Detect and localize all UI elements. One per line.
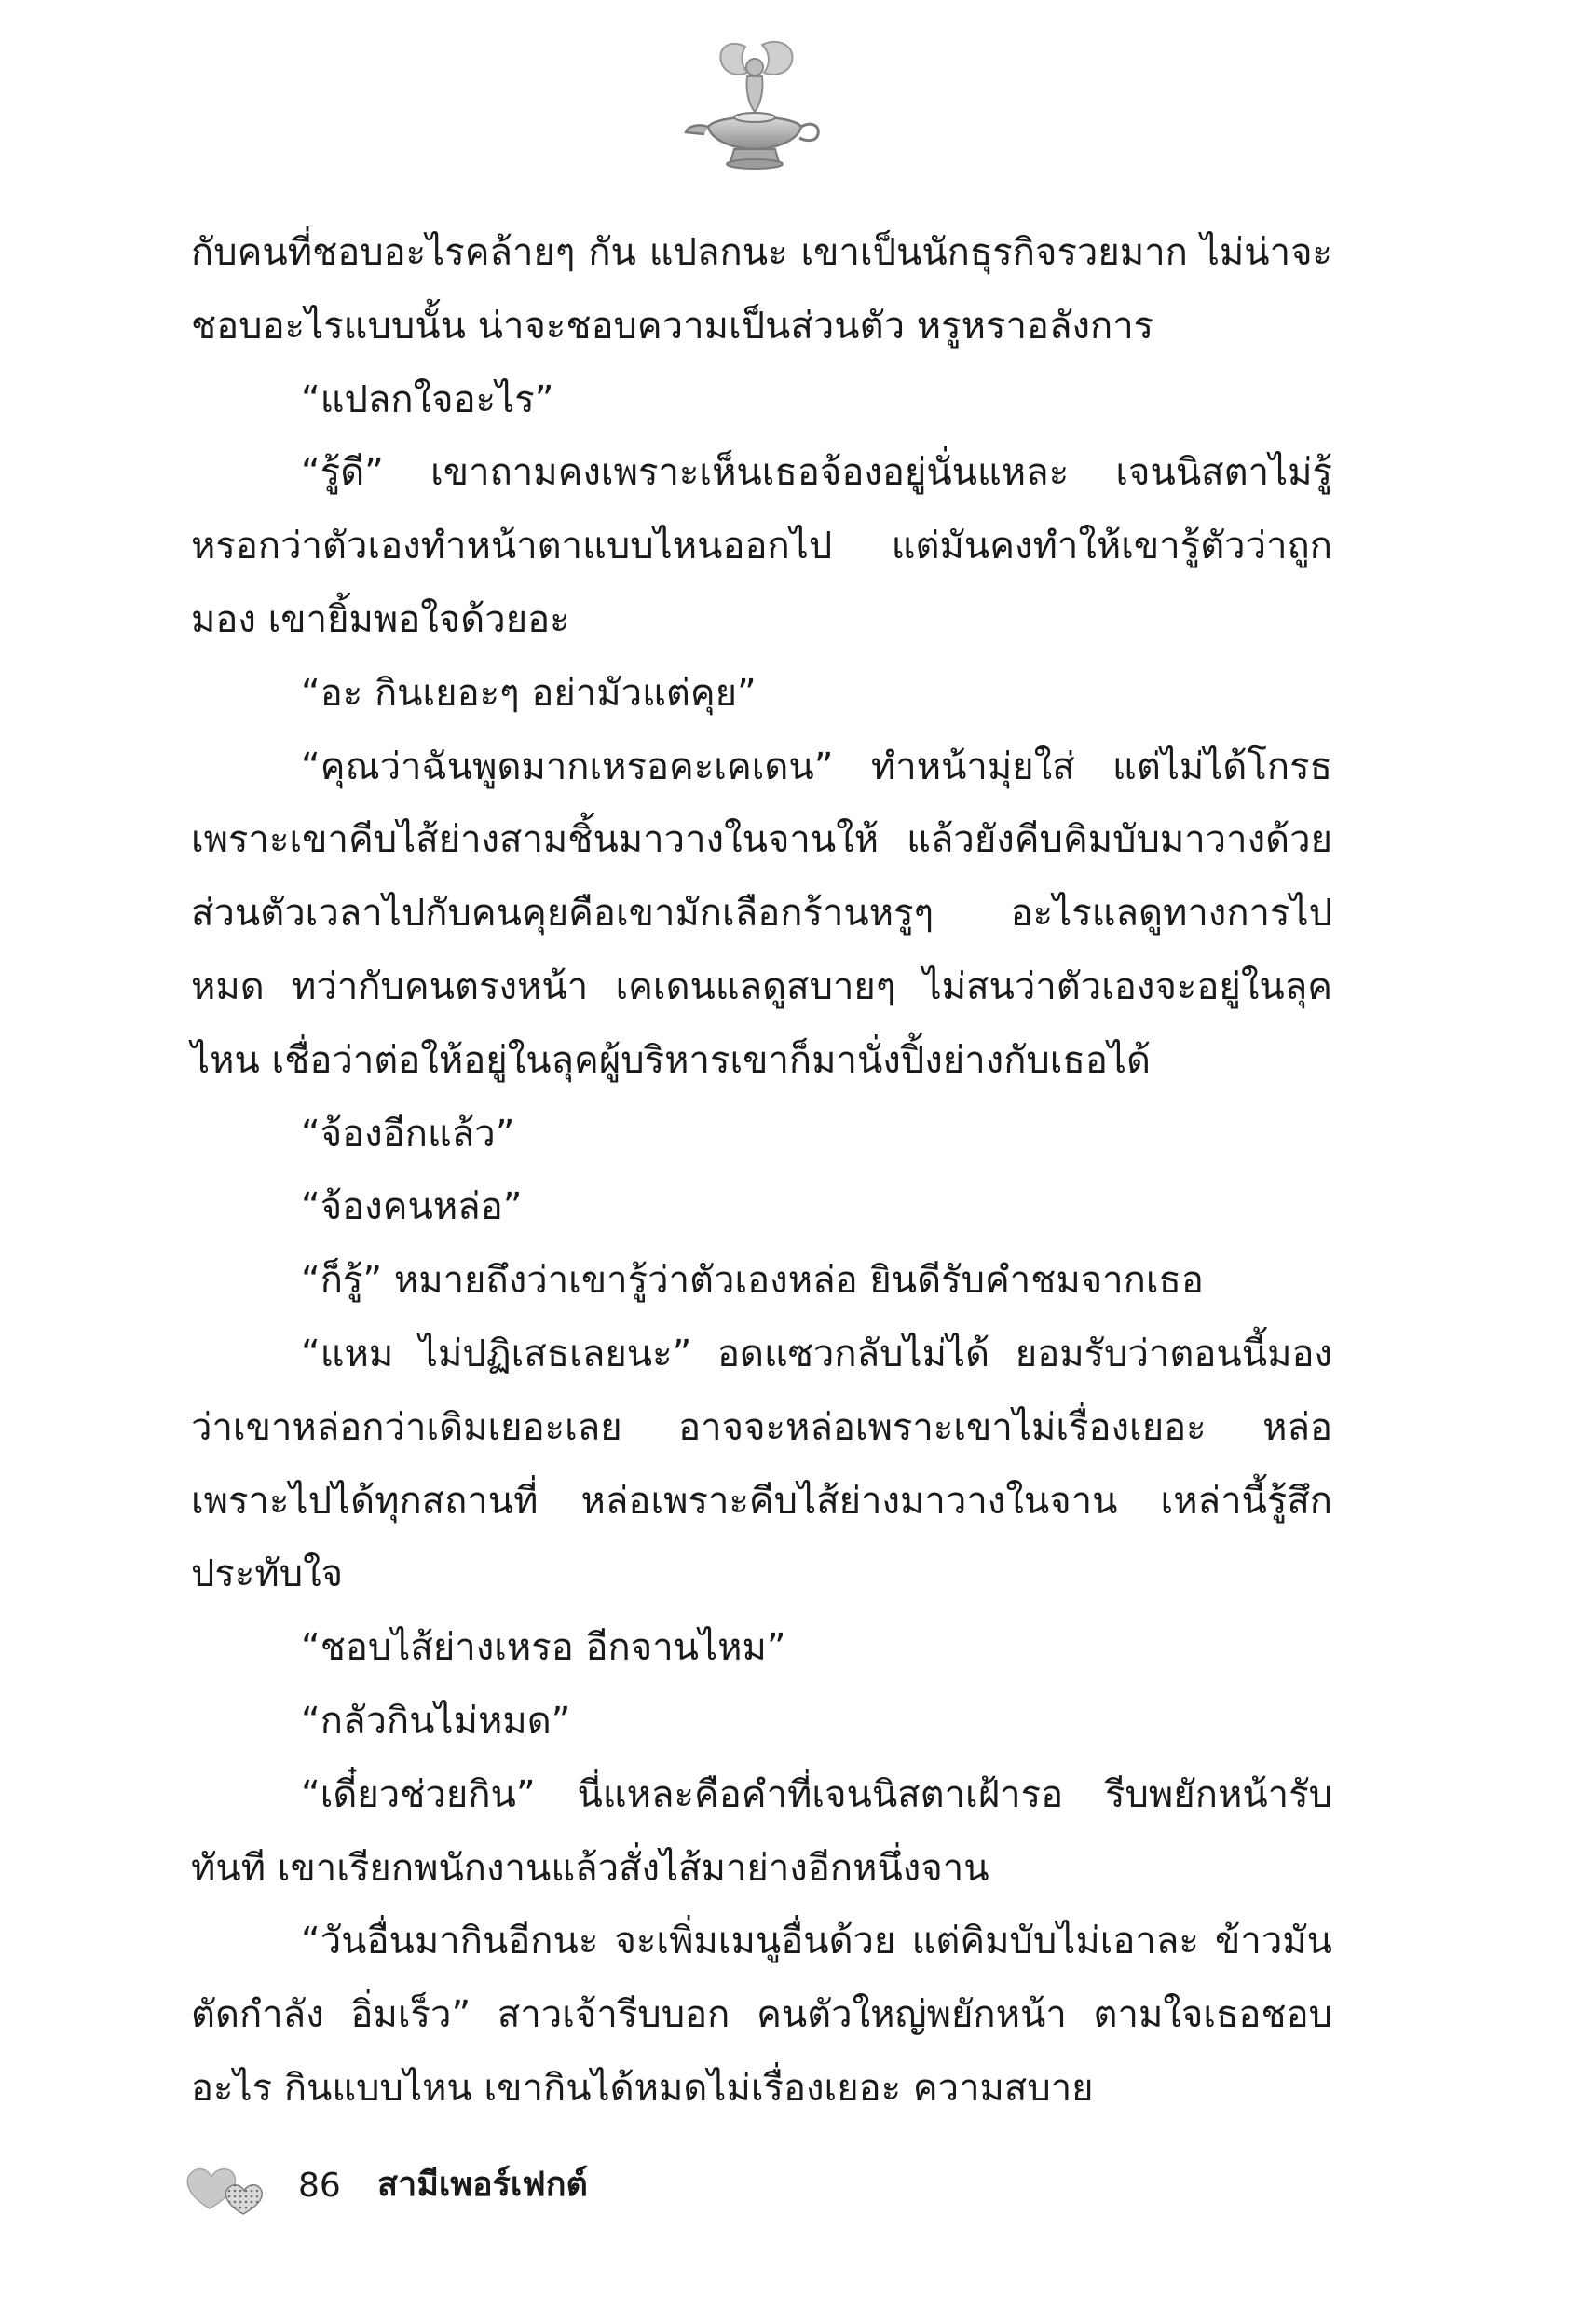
paragraph: “วันอื่นมากินอีกนะ จะเพิ่มเมนูอื่นด้วย แต่คิมบับไม่เอาละ ข้าวมันตัดกำลัง อิ่มเร็ว” สาวเจ้ารีบบอก คนตัวใหญ่พยักหน้า ตามใจเธอชอบอะไร กินแบบไหน เขากินได้หมดไม่เรื่องเยอะ ความสบาย bbox=[191, 1920, 1332, 2110]
paragraph: “แหม ไม่ปฏิเสธเลยนะ” อดแซวกลับไม่ได้ ยอมรับว่าตอนนี้มองว่าเขาหล่อกว่าเดิมเยอะเลย อาจจะหล่อเพราะเขาไม่เรื่องเยอะ หล่อเพราะไปได้ทุกสถานที่ หล่อเพราะคีบไส้ย่างมาวางในจาน เหล่านี้รู้สึกประทับใจ bbox=[191, 1332, 1332, 1596]
paragraph: “รู้ดี” เขาถามคงเพราะเห็นเธอจ้องอยู่นั่นแหละ เจนนิสตาไม่รู้หรอกว่าตัวเองทำหน้าตาแบบไหนออกไป แต่มันคงทำให้เขารู้ตัวว่าถูกมอง เขายิ้มพอใจด้วยอะ bbox=[191, 451, 1332, 641]
page-number: 86 bbox=[298, 2167, 341, 2205]
paragraph: กับคนที่ชอบอะไรคล้ายๆ กัน แปลกนะ เขาเป็นนักธุรกิจรวยมาก ไม่น่าจะชอบอะไรแบบนั้น น่าจะชอบความเป็นส่วนตัว หรูหราอลังการ bbox=[191, 231, 1332, 348]
page-footer bbox=[182, 2160, 834, 2216]
lamp-angel-ornament-icon bbox=[680, 37, 829, 172]
dialogue-line: “จ้องคนหล่อ” bbox=[301, 1185, 523, 1229]
dialogue-line: “กลัวกินไม่หมด” bbox=[301, 1699, 571, 1743]
paragraph: “ก็รู้” หมายถึงว่าเขารู้ว่าตัวเองหล่อ ยินดีรับคำชมจากเธอ bbox=[301, 1259, 1204, 1303]
paragraph: “คุณว่าฉันพูดมากเหรอคะเคเดน” ทำหน้ามุ่ยใส่ แต่ไม่ได้โกรธเพราะเขาคีบไส้ย่างสามชิ้นมาวางในจานให้ แล้วยังคีบคิมบับมาวางด้วย ส่วนตัวเวลาไปกับคนคุยคือเขามักเลือกร้านหรูๆ อะไรแลดูทางการไปหมด ทว่ากับคนตรงหน้า เคเดนแลดูสบายๆ ไม่สนว่าตัวเองจะอยู่ในลุคไหน เชื่อว่าต่อให้อยู่ในลุคผู้บริหารเขาก็มานั่งปิ้งย่างกับเธอได้ bbox=[191, 745, 1332, 1082]
chapter-body-text bbox=[191, 216, 1332, 2126]
dialogue-line: “จ้องอีกแล้ว” bbox=[301, 1112, 515, 1156]
book-title: สามีเพอร์เฟกต์ bbox=[377, 2166, 588, 2204]
paragraph: “เดี๋ยวช่วยกิน” นี่แหละคือคำที่เจนนิสตาเฝ้ารอ รีบพยักหน้ารับทันที เขาเรียกพนักงานแล้วสั่งไส้มาย่างอีกหนึ่งจาน bbox=[191, 1772, 1332, 1890]
dialogue-line: “ชอบไส้ย่างเหรอ อีกจานไหม” bbox=[301, 1626, 786, 1670]
hearts-ornament-icon bbox=[182, 2160, 270, 2216]
dialogue-line: “แปลกใจอะไร” bbox=[301, 377, 554, 421]
dialogue-line: “อะ กินเยอะๆ อย่ามัวแต่คุย” bbox=[301, 671, 757, 715]
